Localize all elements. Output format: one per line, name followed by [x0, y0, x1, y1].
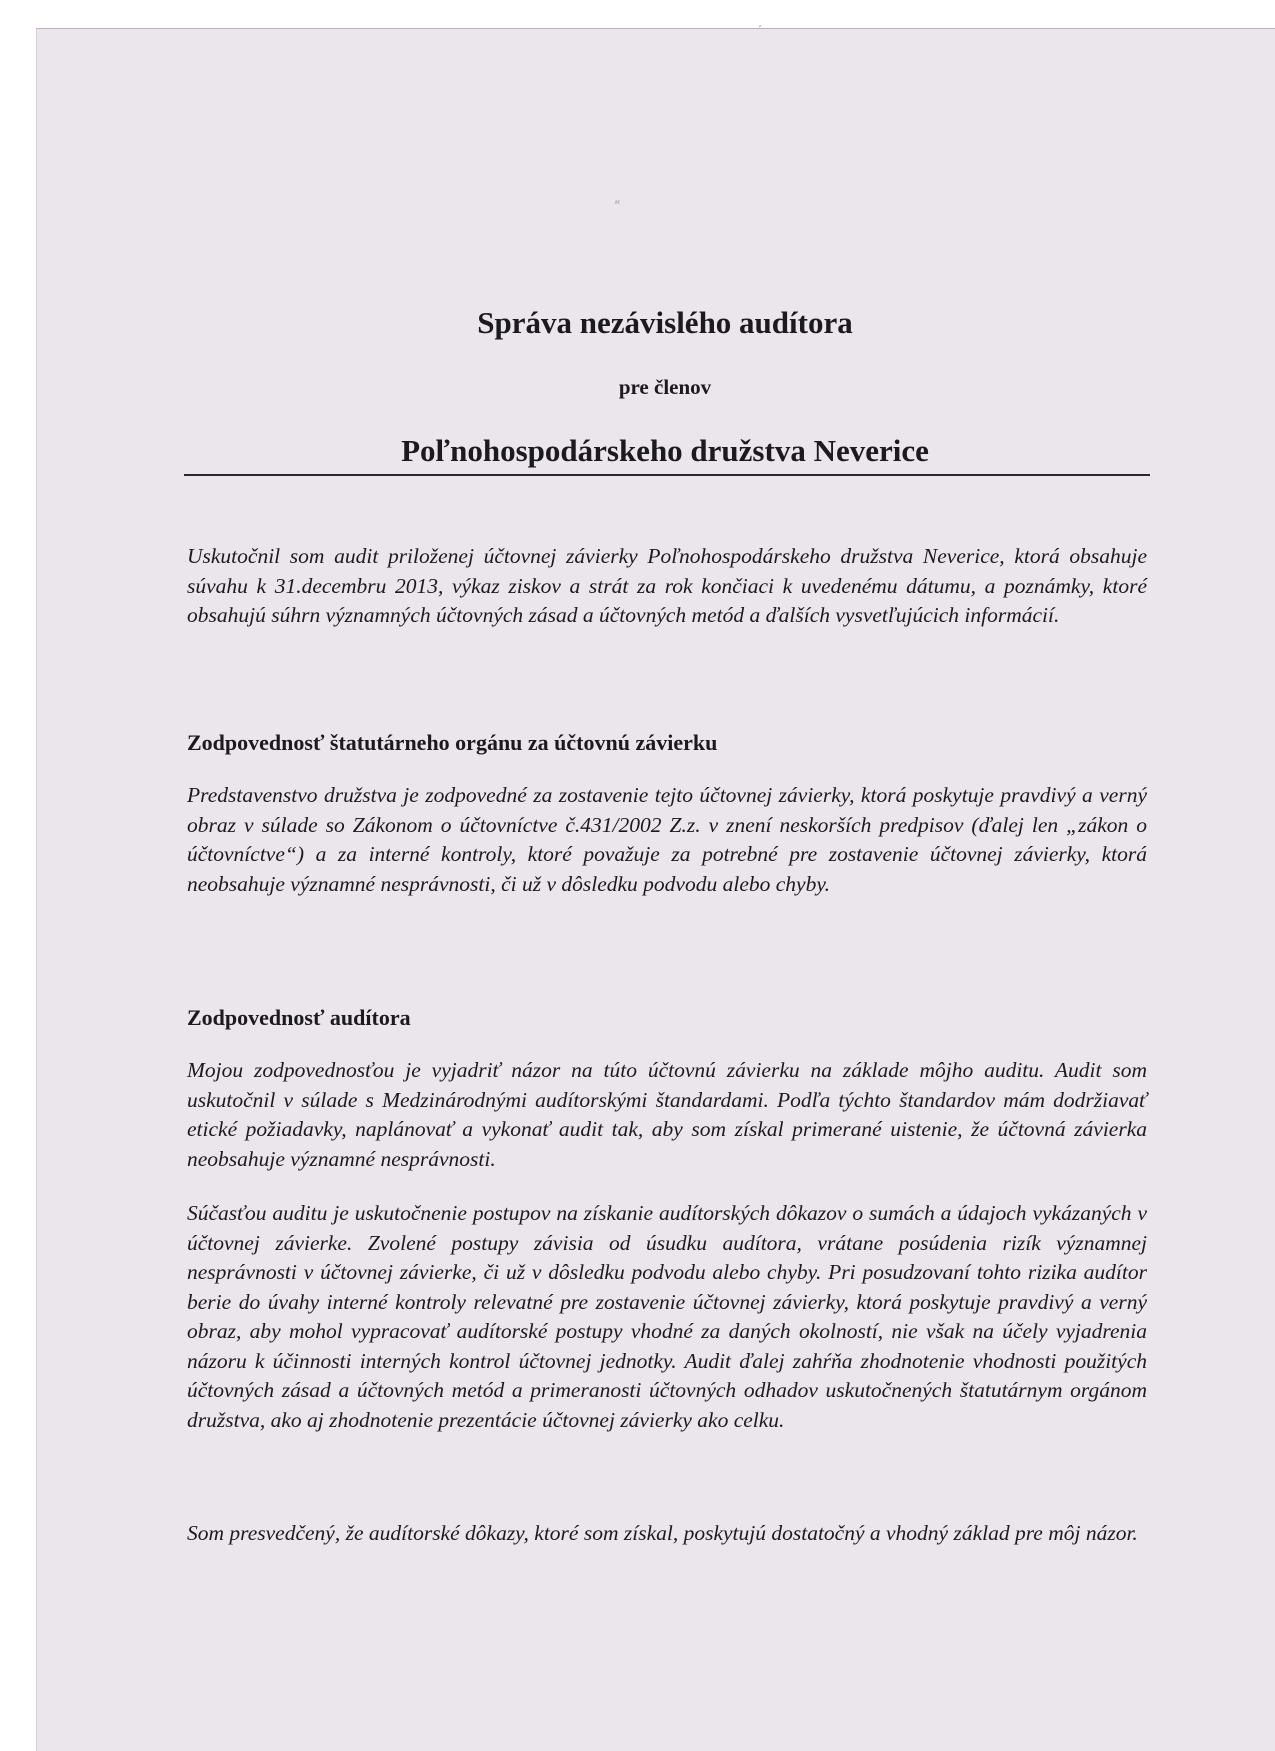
statutory-paragraph: Predstavenstvo družstva je zodpovedné za zostavenie tejto účtovnej závierky, ktorá poskytuje pravdivý a verný obraz v súlade so Zákonom o účtovníctve č.431/2002 Z.z. v znení neskorších predpisov (ďalej len „zákon o účtovníctve“) a za interné kontroly, ktoré považuje za potrebné pre zostavenie účtovnej závierky, ktorá neobsahuje významné nesprávnosti, či už v dôsledku podvodu alebo chyby.	[187, 783, 1147, 896]
section-heading-auditor: Zodpovednosť audítora	[187, 1005, 411, 1030]
intro-paragraph: Uskutočnil som audit priloženej účtovnej závierky Poľnohospodárskeho družstva Neverice, ktorá obsahuje súvahu k 31.decembru 2013, výkaz ziskov a strát za rok končiaci k uvedenému dátumu, a poznámky, ktoré obsahujú súhrn významných účtovných zásad a účtovných metód a ďalších vysvetľujúcich informácií.	[187, 544, 1147, 627]
document-subtitle: pre členov	[618, 375, 712, 399]
auditor-paragraph-1: Mojou zodpovednosťou je vyjadriť názor na túto účtovnú závierku na základe môjho auditu. Audit som uskutočnil v súlade s Medzinárodnými audítorskými štandardami. Podľa týchto štandardov mám dodržiavať etické požiadavky, naplánovať a vykonať audit tak, aby som získal primerané uistenie, že účtovná závierka neobsahuje významné nesprávnosti.	[187, 1058, 1147, 1171]
auditor-paragraph-3: Som presvedčený, že audítorské dôkazy, ktoré som získal, poskytujú dostatočný a vhodný základ pre môj názor.	[187, 1521, 1138, 1545]
section-heading-statutory: Zodpovednosť štatutárneho orgánu za účtovnú závierku	[187, 730, 718, 755]
auditor-paragraph-2: Súčasťou auditu je uskutočnenie postupov na získanie audítorských dôkazov o sumách a údajoch vykázaných v účtovnej závierke. Zvolené postupy závisia od úsudku audítora, vrátane posúdenia rizík významnej nesprávnosti v účtovnej závierke, či už v dôsledku podvodu alebo chyby. Pri posudzovaní tohto rizika audítor berie do úvahy interné kontroly relevatné pre zostavenie účtovnej závierky, ktorá poskytuje pravdivý a verný obraz, aby mohol vypracovať audítorské postupy vhodné za daných okolností, nie však na účely vyjadrenia názoru k účinnosti interných kontrol účtovnej jednotky. Audit ďalej zahŕňa zhodnotenie vhodnosti použitých účtovných zásad a účtovných metód a primeranosti účtovných odhadov uskutočnených štatutárnym orgánom družstva, ako aj zhodnotenie prezentácie účtovnej závierky ako celku.	[187, 1201, 1147, 1432]
scan-speck: ′	[759, 24, 762, 35]
organization-name: Poľnohospodárskeho družstva Neverice	[401, 433, 929, 468]
title-underline	[184, 474, 1150, 476]
scan-speck: ᵃᶜ	[615, 198, 621, 209]
document-title: Správa nezávislého audítora	[477, 305, 853, 340]
